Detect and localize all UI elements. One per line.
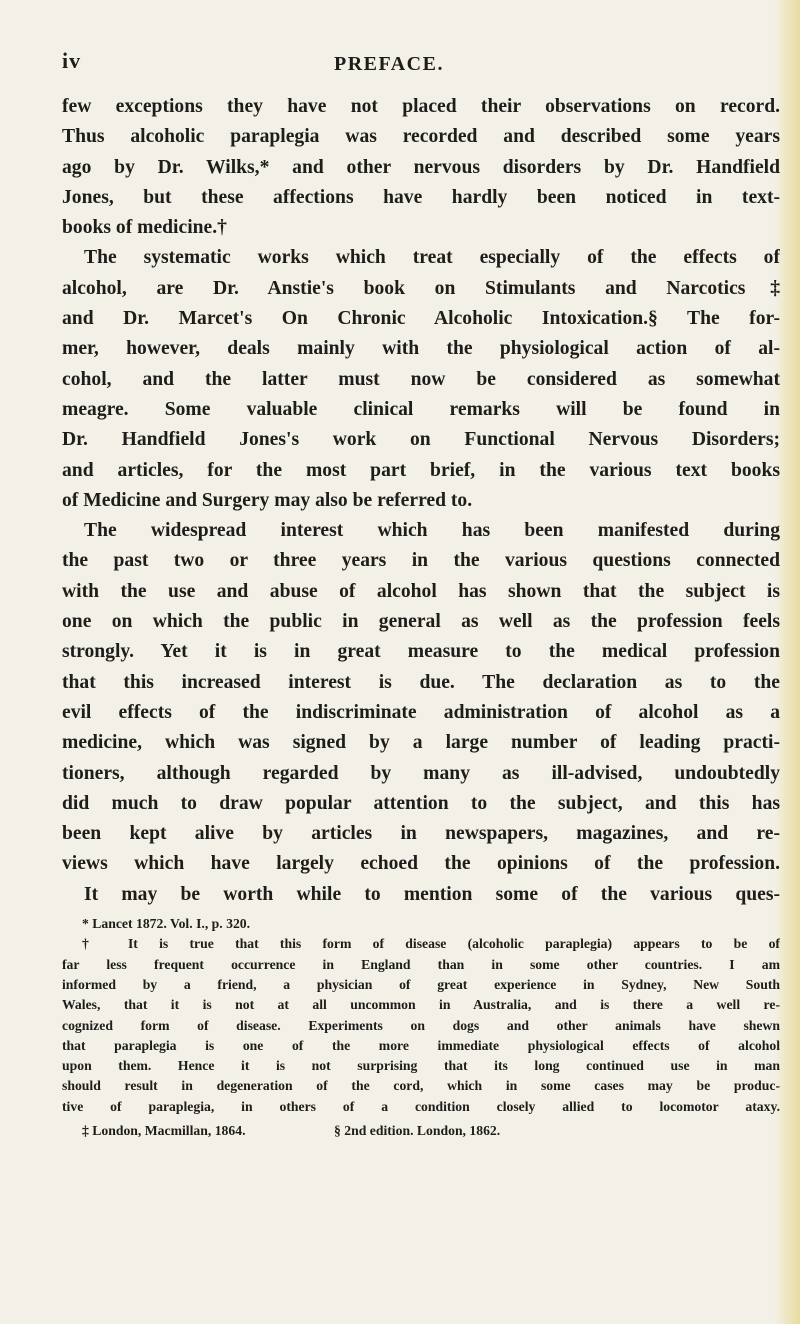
footnote-double-dagger: ‡ London, Macmillan, 1864. xyxy=(82,1122,246,1138)
body-line: Jones, but these affections have hardly been noticed in text- xyxy=(62,186,780,208)
body-line: and Dr. Marcet's On Chronic Alcoholic Intoxication.§ The for- xyxy=(62,308,780,330)
footnote-line: that paraplegia is one of the more immediate physiological effects of alcohol xyxy=(62,1037,780,1053)
body-line: did much to draw popular attention to the subject, and this has xyxy=(62,792,780,814)
footnote-line: informed by a friend, a physician of great experience in Sydney, New South xyxy=(62,976,780,992)
footnote-section-mark: § 2nd edition. London, 1862. xyxy=(334,1122,501,1138)
body-line: It may be worth while to mention some of the various ques- xyxy=(84,883,780,905)
footnote-line: tive of paraplegia, in others of a condition closely allied to locomotor ataxy. xyxy=(62,1098,780,1114)
body-line: Dr. Handfield Jones's work on Functional Nervous Disorders; xyxy=(62,429,780,451)
body-line: one on which the public in general as well as the profession feels xyxy=(62,611,780,633)
body-line: The systematic works which treat especially of the effects of xyxy=(84,247,780,269)
footnote-line: cognized form of disease. Experiments on dogs and other animals have shewn xyxy=(62,1017,780,1033)
body-line: views which have largely echoed the opinions of the profession. xyxy=(62,853,780,875)
page-number: iv xyxy=(62,48,82,73)
body-line: cohol, and the latter must now be considered as somewhat xyxy=(62,368,780,390)
footnote-citations xyxy=(62,1121,780,1141)
body-line: and articles, for the most part brief, in the various text books xyxy=(62,459,780,481)
body-line: mer, however, deals mainly with the physiological action of al- xyxy=(62,338,780,360)
body-line: The widespread interest which has been manifested during xyxy=(84,520,780,542)
body-line: evil effects of the indiscriminate administration of alcohol as a xyxy=(62,701,780,723)
body-line: medicine, which was signed by a large number of leading practi- xyxy=(62,732,780,754)
body-line: meagre. Some valuable clinical remarks will be found in xyxy=(62,398,780,420)
body-line: strongly. Yet it is in great measure to the medical profession xyxy=(62,641,780,663)
body-line: books of medicine.† xyxy=(62,217,227,239)
footnote-line: * Lancet 1872. Vol. I., p. 320. xyxy=(82,916,251,932)
body-line: the past two or three years in the various questions connected xyxy=(62,550,780,572)
document-page xyxy=(62,42,780,1141)
body-line: that this increased interest is due. The declaration as to the xyxy=(62,671,780,693)
body-line: ago by Dr. Wilks,* and other nervous disorders by Dr. Handfield xyxy=(62,156,780,178)
body-line: with the use and abuse of alcohol has shown that the subject is xyxy=(62,580,780,602)
body-line: of Medicine and Surgery may also be referred to. xyxy=(62,489,473,511)
footnote-line: upon them. Hence it is not surprising that its long continued use in man xyxy=(62,1058,780,1074)
running-head: PREFACE. xyxy=(334,53,444,75)
footnote-line: Wales, that it is not at all uncommon in Australia, and is there a well re- xyxy=(62,997,780,1013)
footnote-line: † It is true that this form of disease (alcoholic paraplegia) appears to be of xyxy=(82,936,780,952)
body-line: Thus alcoholic paraplegia was recorded and described some years xyxy=(62,126,780,148)
footnote-line: should result in degeneration of the cord, which in some cases may be produc- xyxy=(62,1078,780,1094)
footnotes xyxy=(62,914,780,1117)
footnote-line: far less frequent occurrence in England than in some other countries. I am xyxy=(62,956,780,972)
body-text xyxy=(62,92,780,910)
body-line: alcohol, are Dr. Anstie's book on Stimulants and Narcotics‡ xyxy=(62,277,780,299)
body-line: tioners, although regarded by many as ill-advised, undoubtedly xyxy=(62,762,780,784)
body-line: been kept alive by articles in newspapers, magazines, and re- xyxy=(62,823,780,845)
body-line: few exceptions they have not placed their observations on record. xyxy=(62,96,780,117)
page-header xyxy=(62,42,780,82)
